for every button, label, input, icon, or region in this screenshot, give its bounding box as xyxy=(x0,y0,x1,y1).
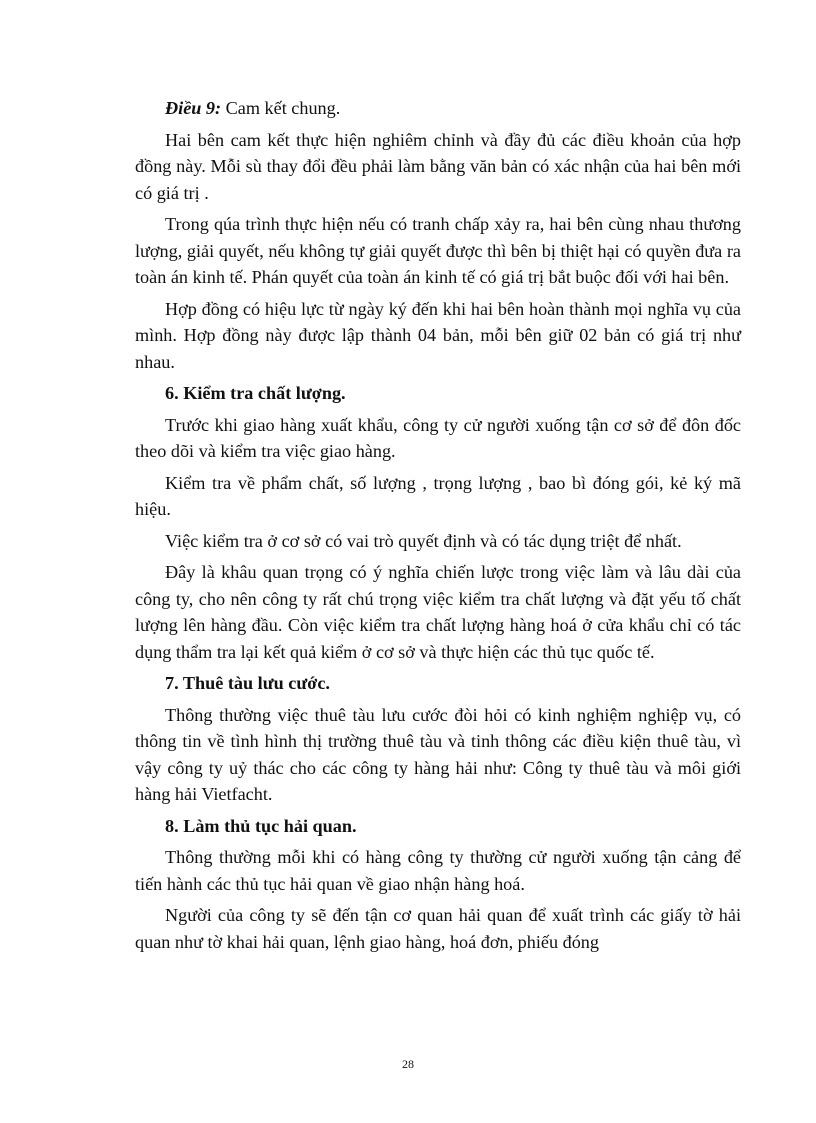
section-8-paragraph-1: Thông thường mỗi khi có hàng công ty thường cử người xuống tận cảng để tiến hành các thủ tục hải quan về giao nhận hàng hoá. xyxy=(135,847,741,894)
section-6-paragraph-1: Trước khi giao hàng xuất khẩu, công ty cử người xuống tận cơ sở để đôn đốc theo dõi và kiểm tra việc giao hàng. xyxy=(135,414,741,461)
article-9-line xyxy=(135,95,741,122)
article-paragraph-2: Trong qúa trình thực hiện nếu có tranh chấp xảy ra, hai bên cùng nhau thương lượng, giải quyết, nếu không tự giải quyết được thì bên bị thiệt hại có quyền đưa ra toàn án kinh tế. Phán quyết của toàn án kinh tế có giá trị bắt buộc đối với hai bên. xyxy=(135,214,741,287)
page-number: 28 xyxy=(402,1057,414,1071)
section-6-paragraph-2: Kiểm tra về phẩm chất, số lượng , trọng lượng , bao bì đóng gói, kẻ ký mã hiệu. xyxy=(135,472,741,519)
section-6-heading: 6. Kiểm tra chất lượng. xyxy=(165,383,346,403)
article-label: Điều 9: xyxy=(165,98,222,118)
section-7-heading: 7. Thuê tàu lưu cước. xyxy=(165,673,330,693)
section-8-heading: 8. Làm thủ tục hải quan. xyxy=(165,815,357,836)
section-6-paragraph-4: Đây là khâu quan trọng có ý nghĩa chiến lược trong việc làm và lâu dài của công ty, cho nên công ty rất chú trọng việc kiểm tra chất lượng và đặt yếu tố chất lượng lên hàng đầu. Còn việc kiểm tra chất lượng hàng hoá ở cửa khẩu chỉ có tác dụng thẩm tra lại kết quả kiểm ở cơ sở và thực hiện các thủ tục quốc tế. xyxy=(135,562,741,662)
document-page xyxy=(135,95,741,960)
section-6-paragraph-3: Việc kiểm tra ở cơ sở có vai trò quyết định và có tác dụng triệt để nhất. xyxy=(165,530,682,551)
article-paragraph-1: Hai bên cam kết thực hiện nghiêm chỉnh và đầy đủ các điều khoản của hợp đồng này. Mỗi sù thay đổi đều phải làm bằng văn bản có xác nhận của hai bên mới có giá trị . xyxy=(135,129,741,203)
article-paragraph-3: Hợp đồng có hiệu lực từ ngày ký đến khi hai bên hoàn thành mọi nghĩa vụ của mình. Hợp đồng này được lập thành 04 bản, mỗi bên giữ 02 bản có giá trị như nhau. xyxy=(135,298,741,372)
section-8-paragraph-2: Người của công ty sẽ đến tận cơ quan hải quan để xuất trình các giấy tờ hải quan như tờ khai hải quan, lệnh giao hàng, hoá đơn, phiếu đóng xyxy=(135,905,741,952)
article-title: Cam kết chung. xyxy=(221,98,341,118)
section-7-paragraph-1: Thông thường việc thuê tàu lưu cước đòi hỏi có kinh nghiệm nghiệp vụ, có thông tin về tình hình thị trường thuê tàu và tinh thông các điều kiện thuê tàu, vì vậy công ty uỷ thác cho các công ty hàng hải như: Công ty thuê tàu và môi giới hàng hải Vietfacht. xyxy=(135,704,741,804)
